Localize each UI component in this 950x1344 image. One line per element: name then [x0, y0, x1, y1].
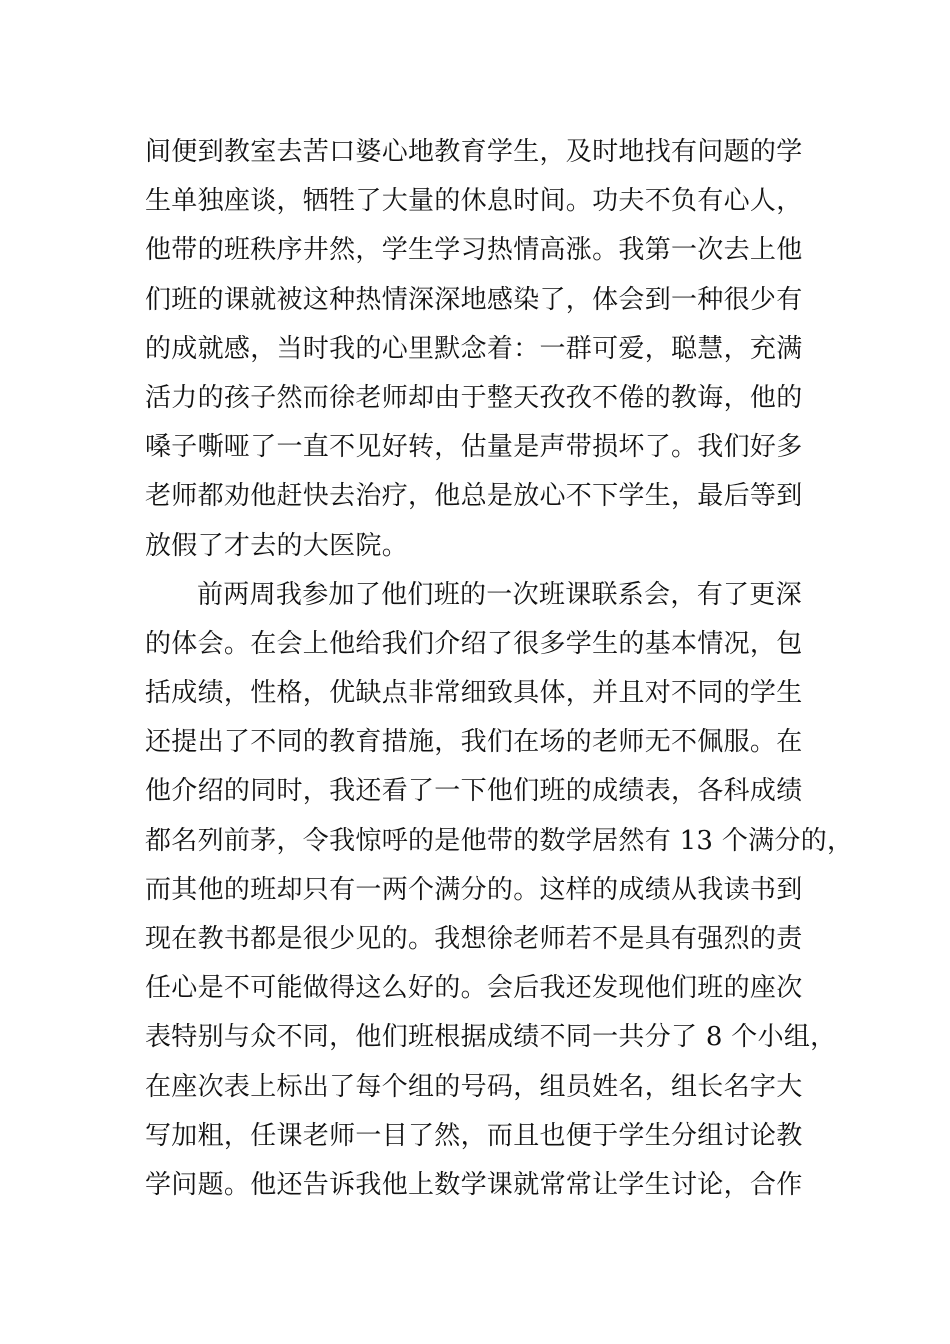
- text-line: 嗓子嘶哑了一直不见好转，估量是声带损坏了。我们好多: [145, 432, 803, 463]
- text-line: 生单独座谈，牺牲了大量的休息时间。功夫不负有心人，: [145, 186, 803, 217]
- paragraph-first-line: 前两周我参加了他们班的一次班课联系会，有了更深: [197, 579, 802, 610]
- text-line: 的体会。在会上他给我们介绍了很多学生的基本情况，包: [145, 628, 803, 659]
- text-line: 写加粗，任课老师一目了然，而且也便于学生分组讨论教: [145, 1120, 803, 1151]
- text-line: 括成绩，性格，优缺点非常细致具体，并且对不同的学生: [145, 678, 803, 709]
- text-line: 任心是不可能做得这么好的。会后我还发现他们班的座次: [145, 973, 803, 1004]
- text-line: 老师都劝他赶快去治疗，他总是放心不下学生，最后等到: [145, 481, 803, 512]
- text-line: 的成就感，当时我的心里默念着：一群可爱，聪慧，充满: [145, 333, 803, 364]
- text-line: 在座次表上标出了每个组的号码，组员姓名，组长名字大: [145, 1071, 803, 1102]
- text-line: 放假了才去的大医院。: [145, 530, 409, 561]
- text-line: 学问题。他还告诉我他上数学课就常常让学生讨论，合作: [145, 1169, 803, 1200]
- text-line: 现在教书都是很少见的。我想徐老师若不是具有强烈的责: [145, 924, 803, 954]
- text-line: 们班的课就被这种热情深深地感染了，体会到一种很少有: [145, 284, 803, 315]
- text-line: 表特别与众不同，他们班根据成绩不同一共分了 8 个小组，: [145, 1022, 837, 1053]
- text-line: 还提出了不同的教育措施，我们在场的老师无不佩服。在: [145, 727, 803, 758]
- body-text: [145, 128, 854, 1210]
- text-line: 而其他的班却只有一两个满分的。这样的成绩从我读书到: [145, 874, 803, 905]
- text-line: 他带的班秩序井然，学生学习热情高涨。我第一次去上他: [145, 235, 803, 266]
- text-line: 间便到教室去苦口婆心地教育学生，及时地找有问题的学: [145, 137, 803, 167]
- text-line: 他介绍的同时，我还看了一下他们班的成绩表，各科成绩: [145, 776, 803, 807]
- text-line: 活力的孩子然而徐老师却由于整天孜孜不倦的教诲，他的: [145, 382, 803, 413]
- text-line: 都名列前茅，令我惊呼的是他带的数学居然有 13 个满分的，: [145, 825, 854, 856]
